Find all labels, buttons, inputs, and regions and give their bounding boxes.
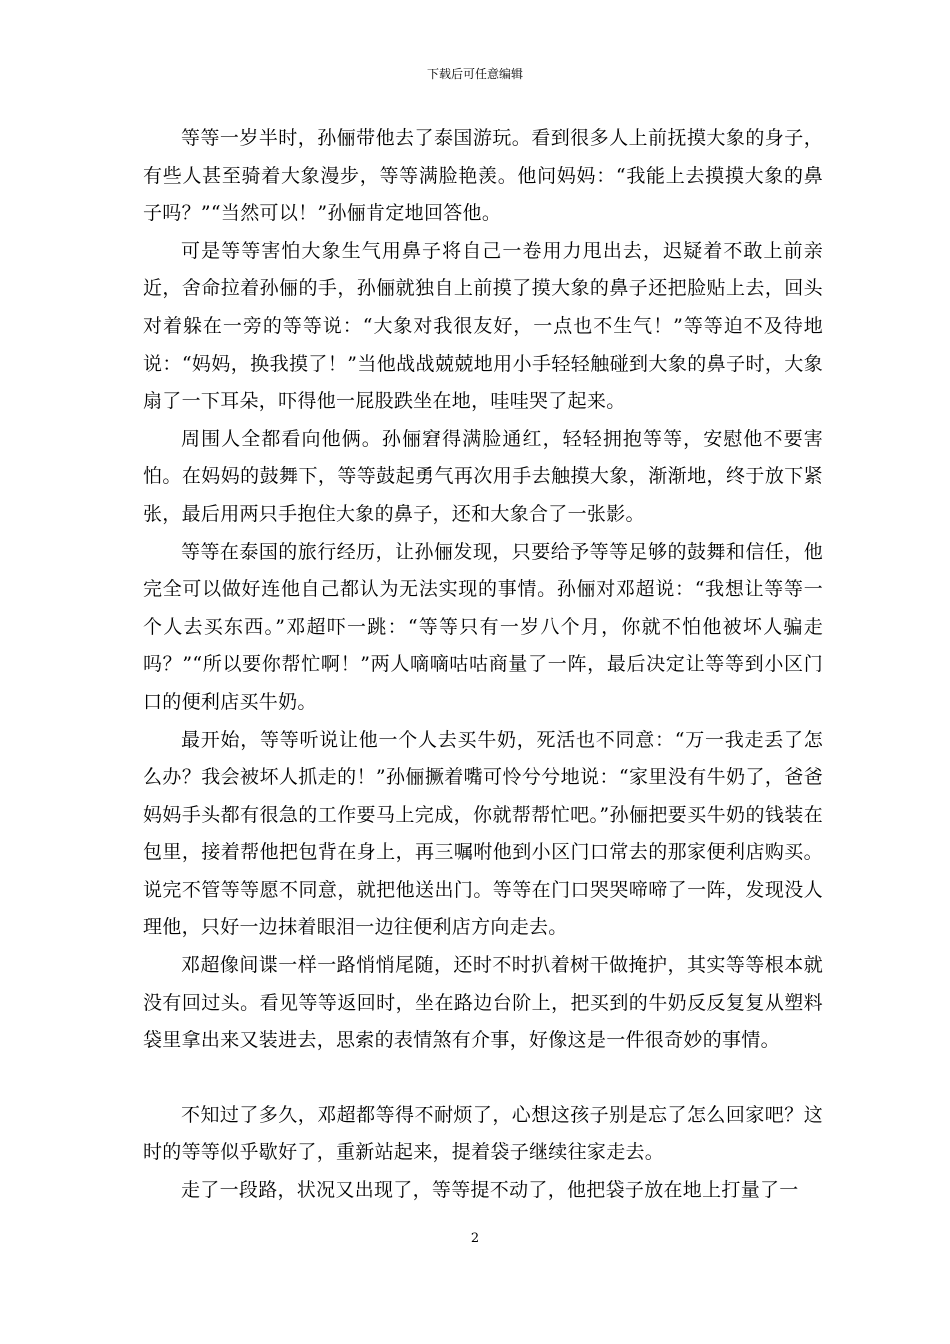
page-number: 2 <box>470 1231 480 1246</box>
paragraph-8: 走了一段路，状况又出现了，等等提不动了，他把袋子放在地上打量了一 <box>181 1179 799 1202</box>
paragraph-2: 可是等等害怕大象生气用鼻子将自己一卷用力甩出去，迟疑着不敢上前亲近，舍命拉着孙俪的手，孙俪就独自上前摸了摸大象的鼻子还把脸贴上去，回头对着躲在一旁的等等说：“大象对我很友好，一点也不生气！”等等迫不及待地说：“妈妈，换我摸了！”当他战战兢兢地用小手轻轻触碰到大象的鼻子时，大象扇了一下耳朵，吓得他一屁股跌坐在地，哇哇哭了起来。 <box>143 239 823 413</box>
paragraph-5: 最开始，等等听说让他一个人去买牛奶，死活也不同意：“万一我走丢了怎么办？我会被坏人抓走的！”孙俪撅着嘴可怜兮兮地说：“家里没有牛奶了，爸爸妈妈手头都有很急的工作要马上完成，你就帮帮忙吧。”孙俪把要买牛奶的钱装在包里，接着帮他把包背在身上，再三嘱咐他到小区门口常去的那家便利店购买。说完不管等等愿不同意，就把他送出门。等等在门口哭哭啼啼了一阵，发现没人理他，只好一边抹着眼泪一边往便利店方向走去。 <box>143 728 823 939</box>
page-header: 下载后可任意编辑 <box>426 67 523 81</box>
paragraph-7: 不知过了多久，邓超都等得不耐烦了，心想这孩子别是忘了怎么回家吧？这时的等等似乎歇好了，重新站起来，提着袋子继续往家走去。 <box>143 1103 823 1164</box>
paragraph-1: 等等一岁半时，孙俪带他去了泰国游玩。看到很多人上前抚摸大象的身子，有些人甚至骑着大象漫步，等等满脸艳羡。他问妈妈：“我能上去摸摸大象的鼻子吗？”“当然可以！”孙俪肯定地回答他。 <box>143 127 823 225</box>
paragraph-4: 等等在泰国的旅行经历，让孙俪发现，只要给予等等足够的鼓舞和信任，他完全可以做好连他自己都认为无法实现的事情。孙俪对邓超说：“我想让等等一个人去买东西。”邓超吓一跳：“等等只有一岁八个月，你就不怕他被坏人骗走吗？”“所以要你帮忙啊！”两人嘀嘀咕咕商量了一阵，最后决定让等等到小区门口的便利店买牛奶。 <box>143 540 823 713</box>
paragraph-3: 周围人全都看向他俩。孙俪窘得满脸通红，轻轻拥抱等等，安慰他不要害怕。在妈妈的鼓舞下，等等鼓起勇气再次用手去触摸大象，渐渐地，终于放下紧张，最后用两只手抱住大象的鼻子，还和大象合了一张影。 <box>143 427 823 525</box>
paragraph-6: 邓超像间谍一样一路悄悄尾随，还时不时扒着树干做掩护，其实等等根本就没有回过头。看见等等返回时，坐在路边台阶上，把买到的牛奶反反复复从塑料袋里拿出来又装进去，思索的表情煞有介事，好像这是一件很奇妙的事情。 <box>143 954 823 1052</box>
body-text <box>143 120 823 1210</box>
